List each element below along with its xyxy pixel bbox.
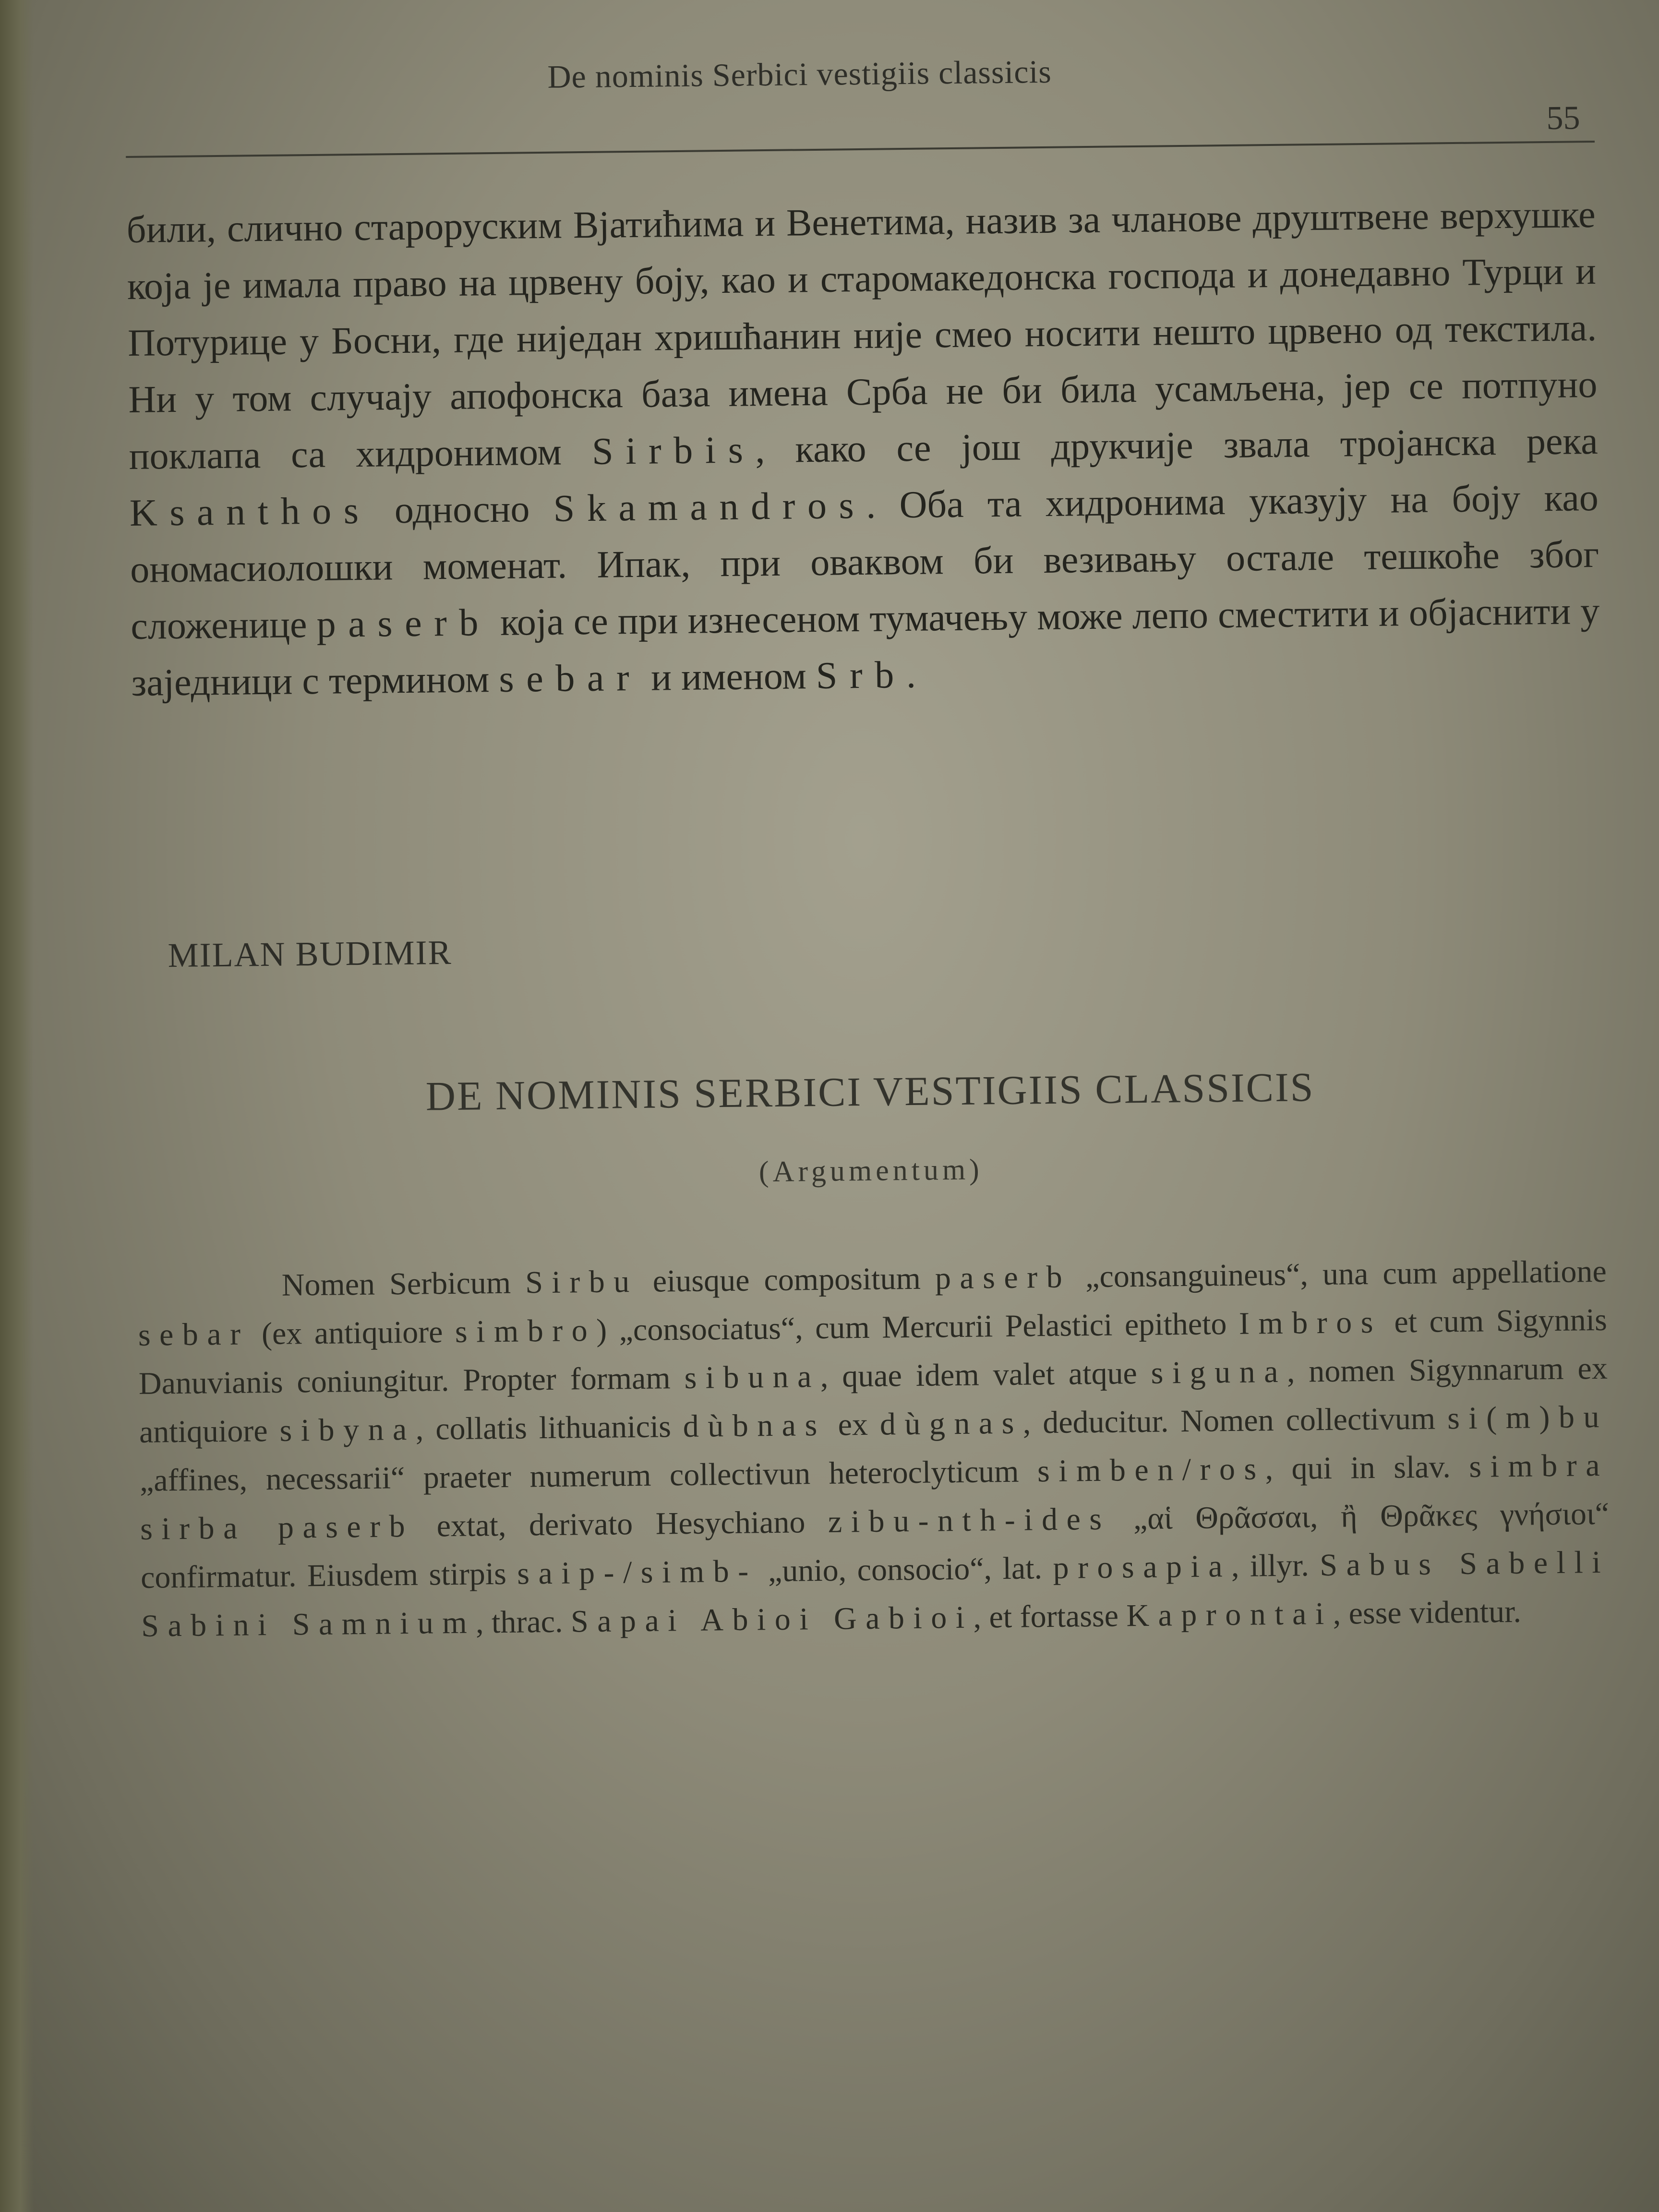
- spaced-term: Imbros: [1238, 1304, 1382, 1341]
- text-run: et cum Sigynnis Danuvianis coniungitur. Propter formam: [138, 1302, 1608, 1401]
- text-run: , esse videntur.: [1333, 1594, 1522, 1631]
- text-run: , thrac.: [475, 1604, 571, 1640]
- spaced-term: zibu-nth-ides: [828, 1501, 1111, 1539]
- text-run: , qui in slav.: [1265, 1449, 1469, 1487]
- text-run: „αἱ Θρᾶσσαι, ἢ Θρᾶκες γνήσιοι“ confirmatur. Eiusdem stirpis: [140, 1496, 1610, 1595]
- text-run: .: [906, 653, 916, 697]
- text-run: Nomen Serbicum: [281, 1265, 526, 1303]
- text-run: , collatis lithuanicis: [415, 1408, 684, 1447]
- text-run: „consanguineus“, una cum appellatione: [1070, 1253, 1607, 1295]
- text-run: „affines, necessarii“ praeter numerum collectivun heteroclyticum: [139, 1454, 1038, 1498]
- spaced-term: si(m)bu: [1447, 1399, 1609, 1436]
- page-number: 55: [1546, 99, 1580, 137]
- text-run: , како се још друкчије звала тројанска река: [755, 420, 1599, 471]
- spaced-term: paserb: [316, 601, 491, 646]
- text-run: (ex antiquiore: [249, 1314, 456, 1352]
- text-run: ex: [826, 1407, 880, 1443]
- header-rule: [126, 141, 1595, 158]
- text-run: односно: [371, 487, 554, 532]
- spaced-term: prosapia: [1053, 1549, 1232, 1586]
- spaced-term: paserb: [935, 1259, 1071, 1296]
- text-run: extat, derivato Hesychiano: [413, 1504, 829, 1544]
- spaced-term: simbro: [455, 1312, 597, 1349]
- spaced-term: sebar: [138, 1316, 250, 1353]
- text-run: , illyr.: [1231, 1548, 1320, 1584]
- text-run: ) „consociatus“, cum Mercurii Pelastici epitheto: [596, 1306, 1239, 1348]
- spaced-term: Sapai Abioi Gabioi: [570, 1599, 974, 1639]
- text-run: , deducitur. Nomen collectivum: [1022, 1401, 1448, 1441]
- spaced-term: Sirbis: [591, 429, 756, 473]
- spaced-term: sibuna: [684, 1358, 821, 1395]
- text-run: и именом: [641, 654, 817, 699]
- spaced-term: Kaprontai: [1126, 1596, 1334, 1634]
- spaced-term: Srb: [816, 654, 907, 697]
- article-title: DE NOMINIS SERBICI VESTIGIIS CLASSICIS: [425, 1064, 1315, 1119]
- spaced-term: Sabus Sabelli Sabini Samnium: [141, 1544, 1610, 1644]
- spaced-term: siguna: [1151, 1354, 1287, 1391]
- cyrillic-paragraph: [126, 186, 1600, 711]
- text-run: , et fortasse: [973, 1598, 1127, 1635]
- page-gutter-shadow: [0, 0, 34, 2212]
- spaced-term: Skamandros: [553, 484, 866, 530]
- article-subtitle: (Argumentum): [758, 1153, 984, 1189]
- text-run: eiusque compositum: [638, 1261, 936, 1299]
- spaced-term: sebar: [499, 656, 642, 700]
- text-run: , quae idem valet atque: [820, 1355, 1152, 1394]
- text-run: , nomen Sigynnarum ex antiquiore: [139, 1350, 1608, 1450]
- spaced-term: dùgnas: [879, 1405, 1023, 1442]
- text-run: „unio, consocio“, lat.: [757, 1550, 1053, 1589]
- spaced-term: Ksanthos: [129, 489, 371, 534]
- spaced-term: simbra sirba paserb: [140, 1447, 1609, 1547]
- spaced-term: dùbnas: [683, 1407, 827, 1444]
- article-author: MILAN BUDIMIR: [168, 933, 452, 975]
- text-run: . Оба та хидронима указују на боју као ономасиолошки моменат. Ипак, при оваквом би везивању остале тешкоће због сложенице: [130, 476, 1599, 648]
- text-run: која се при изнесеном тумачењу може лепо сместити и објаснити у заједници с термином: [131, 589, 1600, 704]
- text-run: били, слично староруским Вјатићима и Венетима, назив за чланове друштвене верхушке која је имала право на црвену боју, као и старомакедонска господа и донедавно Турци и Потурице у Босни, где ниједан хришћанин није смео носити нешто црвено од текстила. Ни у том случају апофонска база имена Срба не би била усамљена, јер се потпуно поклапа са хидронимом: [126, 193, 1598, 478]
- spaced-term: Sirbu: [525, 1263, 639, 1300]
- spaced-term: saip-/simb-: [517, 1553, 757, 1591]
- running-head: De nominis Serbici vestigiis classicis: [547, 53, 1052, 95]
- spaced-term: sibyna: [279, 1411, 416, 1448]
- spaced-term: simben/ros: [1037, 1451, 1265, 1489]
- page-content: [125, 42, 1635, 2122]
- latin-abstract-paragraph: [137, 1247, 1610, 1650]
